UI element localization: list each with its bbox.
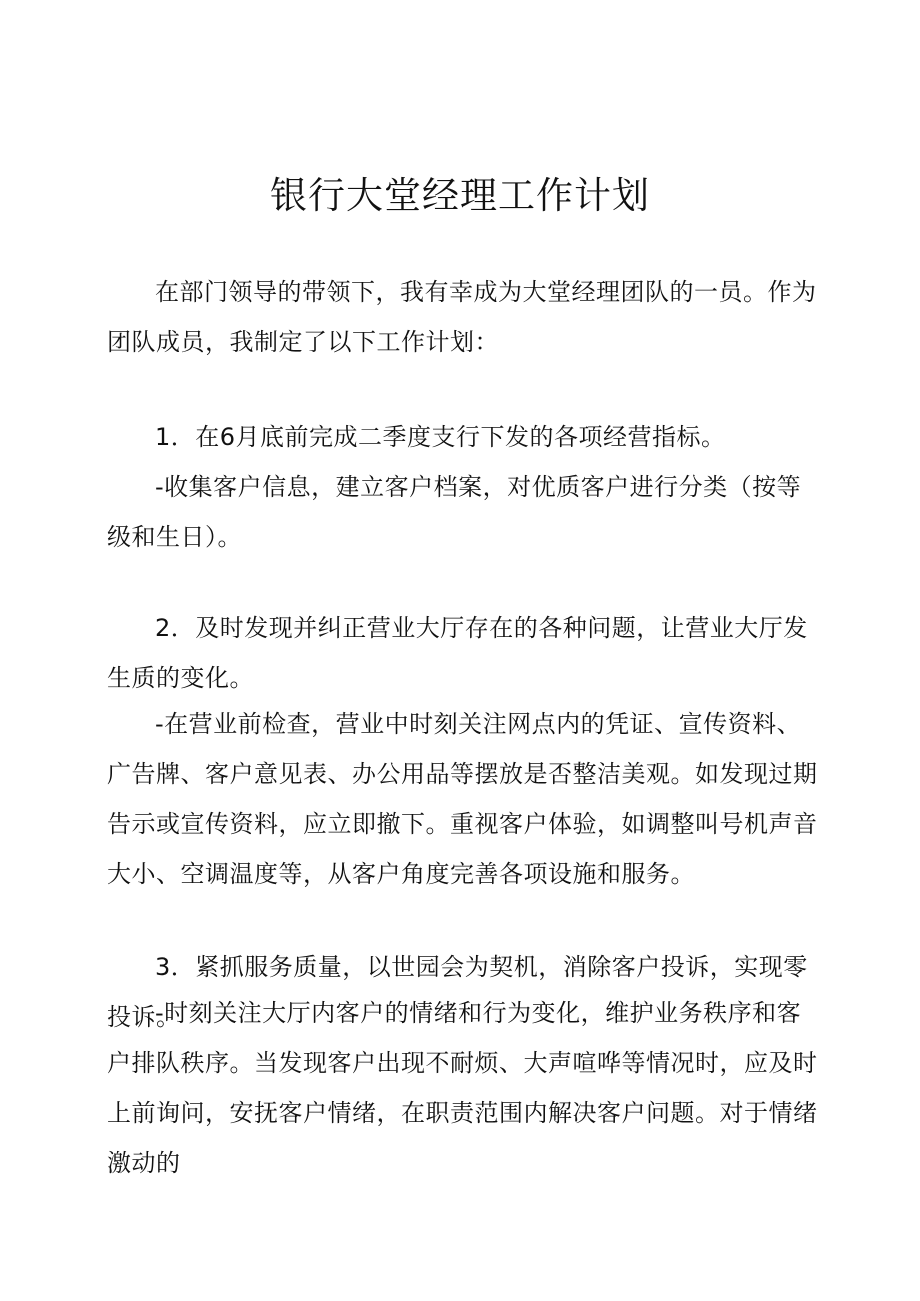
intro-paragraph: 在部门领导的带领下，我有幸成为大堂经理团队的一员。作为团队成员，我制定了以下工作计划：: [107, 278, 817, 356]
item-2-heading: 2．及时发现并纠正营业大厅存在的各种问题，让营业大厅发生质的变化。: [107, 614, 808, 692]
item-2-detail: -在营业前检查，营业中时刻关注网点内的凭证、宣传资料、广告牌、客户意见表、办公用品等摆放是否整洁美观。如发现过期告示或宣传资料，应立即撤下。重视客户体验，如调整叫号机声音大小、空调温度等，从客户角度完善各项设施和服务。: [107, 710, 818, 888]
item-1-heading: 1．在6月底前完成二季度支行下发的各项经营指标。: [155, 423, 726, 451]
item-3-detail: -时刻关注大厅内客户的情绪和行为变化，维护业务秩序和客户排队秩序。当发现客户出现不耐烦、大声喧哗等情况时，应及时上前询问，安抚客户情绪，在职责范围内解决客户问题。对于情绪激动的: [107, 999, 818, 1177]
item-1-detail: -收集客户信息，建立客户档案，对优质客户进行分类（按等级和生日）。: [107, 473, 802, 551]
document-title: 银行大堂经理工作计划: [270, 174, 650, 217]
item-3-heading: 3．紧抓服务质量，以世园会为契机，消除客户投诉，实现零投诉。: [107, 953, 808, 1031]
